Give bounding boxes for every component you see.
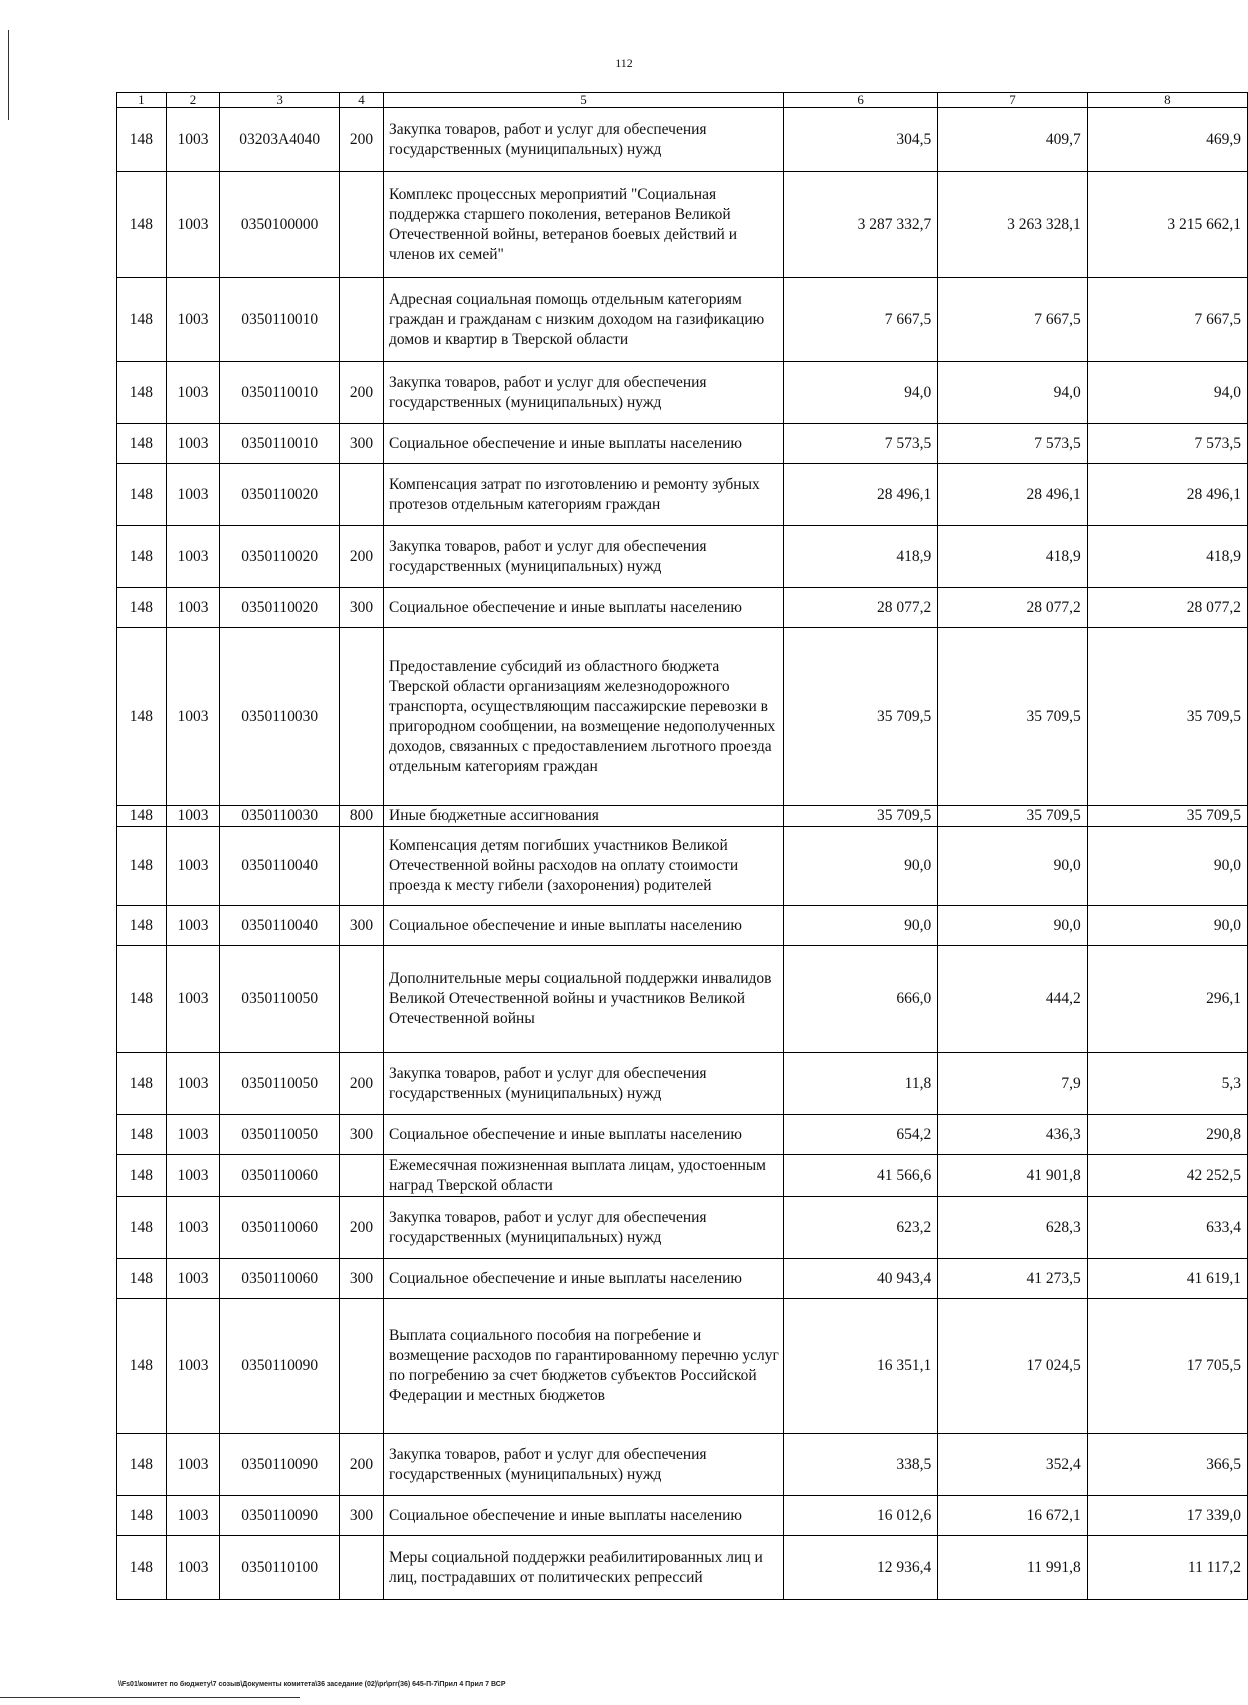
cell-col-2: 1003: [166, 827, 219, 906]
cell-col-8: 11 117,2: [1087, 1536, 1247, 1600]
scan-edge-line: [0, 1697, 300, 1698]
cell-col-7: 28 496,1: [938, 464, 1088, 526]
table-row: [117, 526, 1248, 588]
cell-col-1: 148: [117, 1053, 167, 1115]
cell-col-4: 200: [340, 526, 384, 588]
cell-col-7: 444,2: [938, 946, 1088, 1053]
cell-col-8: 7 573,5: [1087, 424, 1247, 464]
cell-col-5: Компенсация затрат по изготовлению и ремонту зубных протезов отдельным категориям граждан: [384, 464, 784, 526]
cell-col-6: 7 667,5: [783, 278, 937, 362]
cell-col-6: 35 709,5: [783, 628, 937, 806]
cell-col-8: 90,0: [1087, 827, 1247, 906]
cell-col-8: 366,5: [1087, 1434, 1247, 1496]
cell-col-3: 0350110050: [220, 946, 340, 1053]
cell-col-8: 41 619,1: [1087, 1259, 1247, 1299]
cell-col-5: Компенсация детям погибших участников Великой Отечественной войны расходов на оплату стоимости проезда к месту гибели (захоронения) родителей: [384, 827, 784, 906]
cell-col-5: Дополнительные меры социальной поддержки инвалидов Великой Отечественной войны и участников Великой Отечественной войны: [384, 946, 784, 1053]
table-row: [117, 1259, 1248, 1299]
cell-col-1: 148: [117, 806, 167, 827]
cell-col-7: 41 901,8: [938, 1155, 1088, 1197]
cell-col-2: 1003: [166, 1155, 219, 1197]
table-row: [117, 1115, 1248, 1155]
cell-col-6: 623,2: [783, 1197, 937, 1259]
table-row: [117, 278, 1248, 362]
cell-col-7: 418,9: [938, 526, 1088, 588]
cell-col-7: 352,4: [938, 1434, 1088, 1496]
column-number-row: [117, 93, 1248, 108]
cell-col-3: 0350110090: [220, 1496, 340, 1536]
cell-col-2: 1003: [166, 1299, 219, 1434]
cell-col-7: 3 263 328,1: [938, 172, 1088, 278]
cell-col-7: 94,0: [938, 362, 1088, 424]
cell-col-5: Ежемесячная пожизненная выплата лицам, удостоенным наград Тверской области: [384, 1155, 784, 1197]
cell-col-1: 148: [117, 362, 167, 424]
cell-col-6: 338,5: [783, 1434, 937, 1496]
cell-col-2: 1003: [166, 424, 219, 464]
table-row: [117, 1496, 1248, 1536]
cell-col-3: 0350110060: [220, 1259, 340, 1299]
cell-col-6: 666,0: [783, 946, 937, 1053]
cell-col-5: Социальное обеспечение и иные выплаты населению: [384, 906, 784, 946]
cell-col-1: 148: [117, 906, 167, 946]
cell-col-1: 148: [117, 172, 167, 278]
cell-col-5: Иные бюджетные ассигнования: [384, 806, 784, 827]
table-row: [117, 1299, 1248, 1434]
cell-col-3: 0350110020: [220, 526, 340, 588]
cell-col-6: 16 012,6: [783, 1496, 937, 1536]
cell-col-5: Социальное обеспечение и иные выплаты населению: [384, 1259, 784, 1299]
cell-col-4: [340, 946, 384, 1053]
cell-col-2: 1003: [166, 526, 219, 588]
cell-col-7: 35 709,5: [938, 628, 1088, 806]
cell-col-7: 7 573,5: [938, 424, 1088, 464]
cell-col-1: 148: [117, 827, 167, 906]
cell-col-8: 3 215 662,1: [1087, 172, 1247, 278]
cell-col-2: 1003: [166, 464, 219, 526]
cell-col-8: 418,9: [1087, 526, 1247, 588]
table-row: [117, 906, 1248, 946]
cell-col-4: 200: [340, 1434, 384, 1496]
table-row: [117, 464, 1248, 526]
cell-col-8: 17 339,0: [1087, 1496, 1247, 1536]
cell-col-3: 0350110090: [220, 1299, 340, 1434]
cell-col-2: 1003: [166, 946, 219, 1053]
cell-col-8: 35 709,5: [1087, 806, 1247, 827]
cell-col-6: 304,5: [783, 108, 937, 172]
cell-col-3: 0350110030: [220, 628, 340, 806]
cell-col-2: 1003: [166, 1197, 219, 1259]
cell-col-5: Закупка товаров, работ и услуг для обеспечения государственных (муниципальных) нужд: [384, 1053, 784, 1115]
cell-col-7: 7,9: [938, 1053, 1088, 1115]
cell-col-3: 0350110040: [220, 827, 340, 906]
cell-col-8: 469,9: [1087, 108, 1247, 172]
cell-col-4: [340, 1299, 384, 1434]
cell-col-3: 0350110060: [220, 1155, 340, 1197]
column-header: 4: [340, 93, 384, 108]
cell-col-1: 148: [117, 1259, 167, 1299]
table-row: [117, 1197, 1248, 1259]
cell-col-7: 16 672,1: [938, 1496, 1088, 1536]
cell-col-2: 1003: [166, 806, 219, 827]
cell-col-4: [340, 628, 384, 806]
cell-col-1: 148: [117, 424, 167, 464]
table-row: [117, 1155, 1248, 1197]
table-row: [117, 827, 1248, 906]
cell-col-3: 0350110020: [220, 588, 340, 628]
cell-col-4: [340, 278, 384, 362]
cell-col-6: 3 287 332,7: [783, 172, 937, 278]
cell-col-5: Социальное обеспечение и иные выплаты населению: [384, 424, 784, 464]
cell-col-3: 0350110050: [220, 1115, 340, 1155]
cell-col-3: 0350110030: [220, 806, 340, 827]
cell-col-2: 1003: [166, 588, 219, 628]
column-header: 7: [938, 93, 1088, 108]
cell-col-7: 28 077,2: [938, 588, 1088, 628]
cell-col-4: 200: [340, 362, 384, 424]
cell-col-2: 1003: [166, 906, 219, 946]
cell-col-8: 28 077,2: [1087, 588, 1247, 628]
cell-col-1: 148: [117, 628, 167, 806]
cell-col-8: 296,1: [1087, 946, 1247, 1053]
cell-col-1: 148: [117, 1496, 167, 1536]
cell-col-1: 148: [117, 1115, 167, 1155]
cell-col-5: Закупка товаров, работ и услуг для обеспечения государственных (муниципальных) нужд: [384, 362, 784, 424]
cell-col-5: Предоставление субсидий из областного бюджета Тверской области организациям железнодорожного транспорта, осуществляющим пассажирские перевозки в пригородном сообщении, на возмещение недополученных доходов, связанных с предоставлением льготного проезда отдельным категориям граждан: [384, 628, 784, 806]
cell-col-7: 90,0: [938, 827, 1088, 906]
cell-col-3: 0350110020: [220, 464, 340, 526]
cell-col-4: 300: [340, 906, 384, 946]
file-path-footer: \\Fs01\комитет по бюджету\7 созыв\Документы комитета\36 заседание (02)\pr\prr(36) 645-П-7\Прил 4 Прил 7 ВСР: [118, 1681, 506, 1688]
cell-col-2: 1003: [166, 362, 219, 424]
cell-col-2: 1003: [166, 1496, 219, 1536]
cell-col-1: 148: [117, 1197, 167, 1259]
cell-col-6: 35 709,5: [783, 806, 937, 827]
cell-col-5: Социальное обеспечение и иные выплаты населению: [384, 588, 784, 628]
cell-col-6: 12 936,4: [783, 1536, 937, 1600]
column-header: 5: [384, 93, 784, 108]
cell-col-2: 1003: [166, 1259, 219, 1299]
table-row: [117, 108, 1248, 172]
cell-col-7: 409,7: [938, 108, 1088, 172]
cell-col-2: 1003: [166, 1434, 219, 1496]
cell-col-4: 300: [340, 1115, 384, 1155]
cell-col-1: 148: [117, 108, 167, 172]
cell-col-8: 290,8: [1087, 1115, 1247, 1155]
cell-col-1: 148: [117, 278, 167, 362]
cell-col-6: 418,9: [783, 526, 937, 588]
cell-col-8: 35 709,5: [1087, 628, 1247, 806]
cell-col-5: Адресная социальная помощь отдельным категориям граждан и гражданам с низким доходом на газификацию домов и квартир в Тверской области: [384, 278, 784, 362]
cell-col-3: 0350110050: [220, 1053, 340, 1115]
cell-col-2: 1003: [166, 278, 219, 362]
cell-col-8: 94,0: [1087, 362, 1247, 424]
cell-col-3: 03203А4040: [220, 108, 340, 172]
cell-col-6: 94,0: [783, 362, 937, 424]
column-header: 2: [166, 93, 219, 108]
cell-col-6: 90,0: [783, 906, 937, 946]
cell-col-1: 148: [117, 588, 167, 628]
scan-edge-line: [8, 30, 9, 120]
cell-col-6: 28 077,2: [783, 588, 937, 628]
cell-col-1: 148: [117, 946, 167, 1053]
cell-col-5: Закупка товаров, работ и услуг для обеспечения государственных (муниципальных) нужд: [384, 1197, 784, 1259]
table-row: [117, 172, 1248, 278]
cell-col-4: [340, 1155, 384, 1197]
column-header: 6: [783, 93, 937, 108]
cell-col-4: [340, 172, 384, 278]
table-row: [117, 588, 1248, 628]
cell-col-3: 0350110090: [220, 1434, 340, 1496]
cell-col-1: 148: [117, 464, 167, 526]
cell-col-2: 1003: [166, 108, 219, 172]
cell-col-5: Социальное обеспечение и иные выплаты населению: [384, 1115, 784, 1155]
cell-col-5: Меры социальной поддержки реабилитированных лиц и лиц, пострадавших от политических репрессий: [384, 1536, 784, 1600]
cell-col-7: 35 709,5: [938, 806, 1088, 827]
cell-col-4: 800: [340, 806, 384, 827]
cell-col-6: 7 573,5: [783, 424, 937, 464]
cell-col-3: 0350110010: [220, 362, 340, 424]
table-row: [117, 1053, 1248, 1115]
cell-col-7: 17 024,5: [938, 1299, 1088, 1434]
cell-col-2: 1003: [166, 628, 219, 806]
cell-col-8: 633,4: [1087, 1197, 1247, 1259]
cell-col-5: Закупка товаров, работ и услуг для обеспечения государственных (муниципальных) нужд: [384, 526, 784, 588]
cell-col-2: 1003: [166, 1536, 219, 1600]
cell-col-8: 17 705,5: [1087, 1299, 1247, 1434]
column-header: 8: [1087, 93, 1247, 108]
column-header: 1: [117, 93, 167, 108]
table-row: [117, 362, 1248, 424]
table-row: [117, 946, 1248, 1053]
cell-col-5: Социальное обеспечение и иные выплаты населению: [384, 1496, 784, 1536]
cell-col-7: 436,3: [938, 1115, 1088, 1155]
cell-col-7: 7 667,5: [938, 278, 1088, 362]
cell-col-3: 0350110100: [220, 1536, 340, 1600]
cell-col-1: 148: [117, 1155, 167, 1197]
cell-col-8: 90,0: [1087, 906, 1247, 946]
cell-col-6: 654,2: [783, 1115, 937, 1155]
cell-col-7: 41 273,5: [938, 1259, 1088, 1299]
cell-col-6: 90,0: [783, 827, 937, 906]
cell-col-3: 0350110010: [220, 424, 340, 464]
cell-col-4: 200: [340, 1053, 384, 1115]
column-header: 3: [220, 93, 340, 108]
cell-col-3: 0350110060: [220, 1197, 340, 1259]
cell-col-3: 0350100000: [220, 172, 340, 278]
cell-col-2: 1003: [166, 172, 219, 278]
cell-col-8: 7 667,5: [1087, 278, 1247, 362]
page-number: 112: [615, 56, 633, 70]
cell-col-4: 200: [340, 1197, 384, 1259]
table-row: [117, 1434, 1248, 1496]
cell-col-2: 1003: [166, 1053, 219, 1115]
cell-col-4: [340, 464, 384, 526]
cell-col-2: 1003: [166, 1115, 219, 1155]
budget-table: [116, 92, 1248, 1600]
cell-col-5: Комплекс процессных мероприятий "Социальная поддержка старшего поколения, ветеранов Великой Отечественной войны, ветеранов боевых действий и членов их семей": [384, 172, 784, 278]
table-row: [117, 806, 1248, 827]
cell-col-7: 90,0: [938, 906, 1088, 946]
table-row: [117, 424, 1248, 464]
cell-col-1: 148: [117, 1299, 167, 1434]
cell-col-4: 300: [340, 424, 384, 464]
cell-col-4: 200: [340, 108, 384, 172]
table-row: [117, 628, 1248, 806]
cell-col-4: 300: [340, 1259, 384, 1299]
cell-col-3: 0350110010: [220, 278, 340, 362]
cell-col-5: Закупка товаров, работ и услуг для обеспечения государственных (муниципальных) нужд: [384, 1434, 784, 1496]
cell-col-8: 5,3: [1087, 1053, 1247, 1115]
cell-col-1: 148: [117, 1536, 167, 1600]
cell-col-8: 42 252,5: [1087, 1155, 1247, 1197]
cell-col-6: 41 566,6: [783, 1155, 937, 1197]
cell-col-5: Выплата социального пособия на погребение и возмещение расходов по гарантированному перечню услуг по погребению за счет бюджетов субъектов Российской Федерации и местных бюджетов: [384, 1299, 784, 1434]
cell-col-4: [340, 827, 384, 906]
cell-col-6: 28 496,1: [783, 464, 937, 526]
cell-col-6: 16 351,1: [783, 1299, 937, 1434]
cell-col-3: 0350110040: [220, 906, 340, 946]
table-body: [117, 108, 1248, 1600]
cell-col-8: 28 496,1: [1087, 464, 1247, 526]
cell-col-1: 148: [117, 526, 167, 588]
cell-col-6: 40 943,4: [783, 1259, 937, 1299]
cell-col-5: Закупка товаров, работ и услуг для обеспечения государственных (муниципальных) нужд: [384, 108, 784, 172]
cell-col-4: 300: [340, 1496, 384, 1536]
table-row: [117, 1536, 1248, 1600]
cell-col-7: 11 991,8: [938, 1536, 1088, 1600]
cell-col-4: 300: [340, 588, 384, 628]
cell-col-7: 628,3: [938, 1197, 1088, 1259]
cell-col-4: [340, 1536, 384, 1600]
cell-col-1: 148: [117, 1434, 167, 1496]
cell-col-6: 11,8: [783, 1053, 937, 1115]
